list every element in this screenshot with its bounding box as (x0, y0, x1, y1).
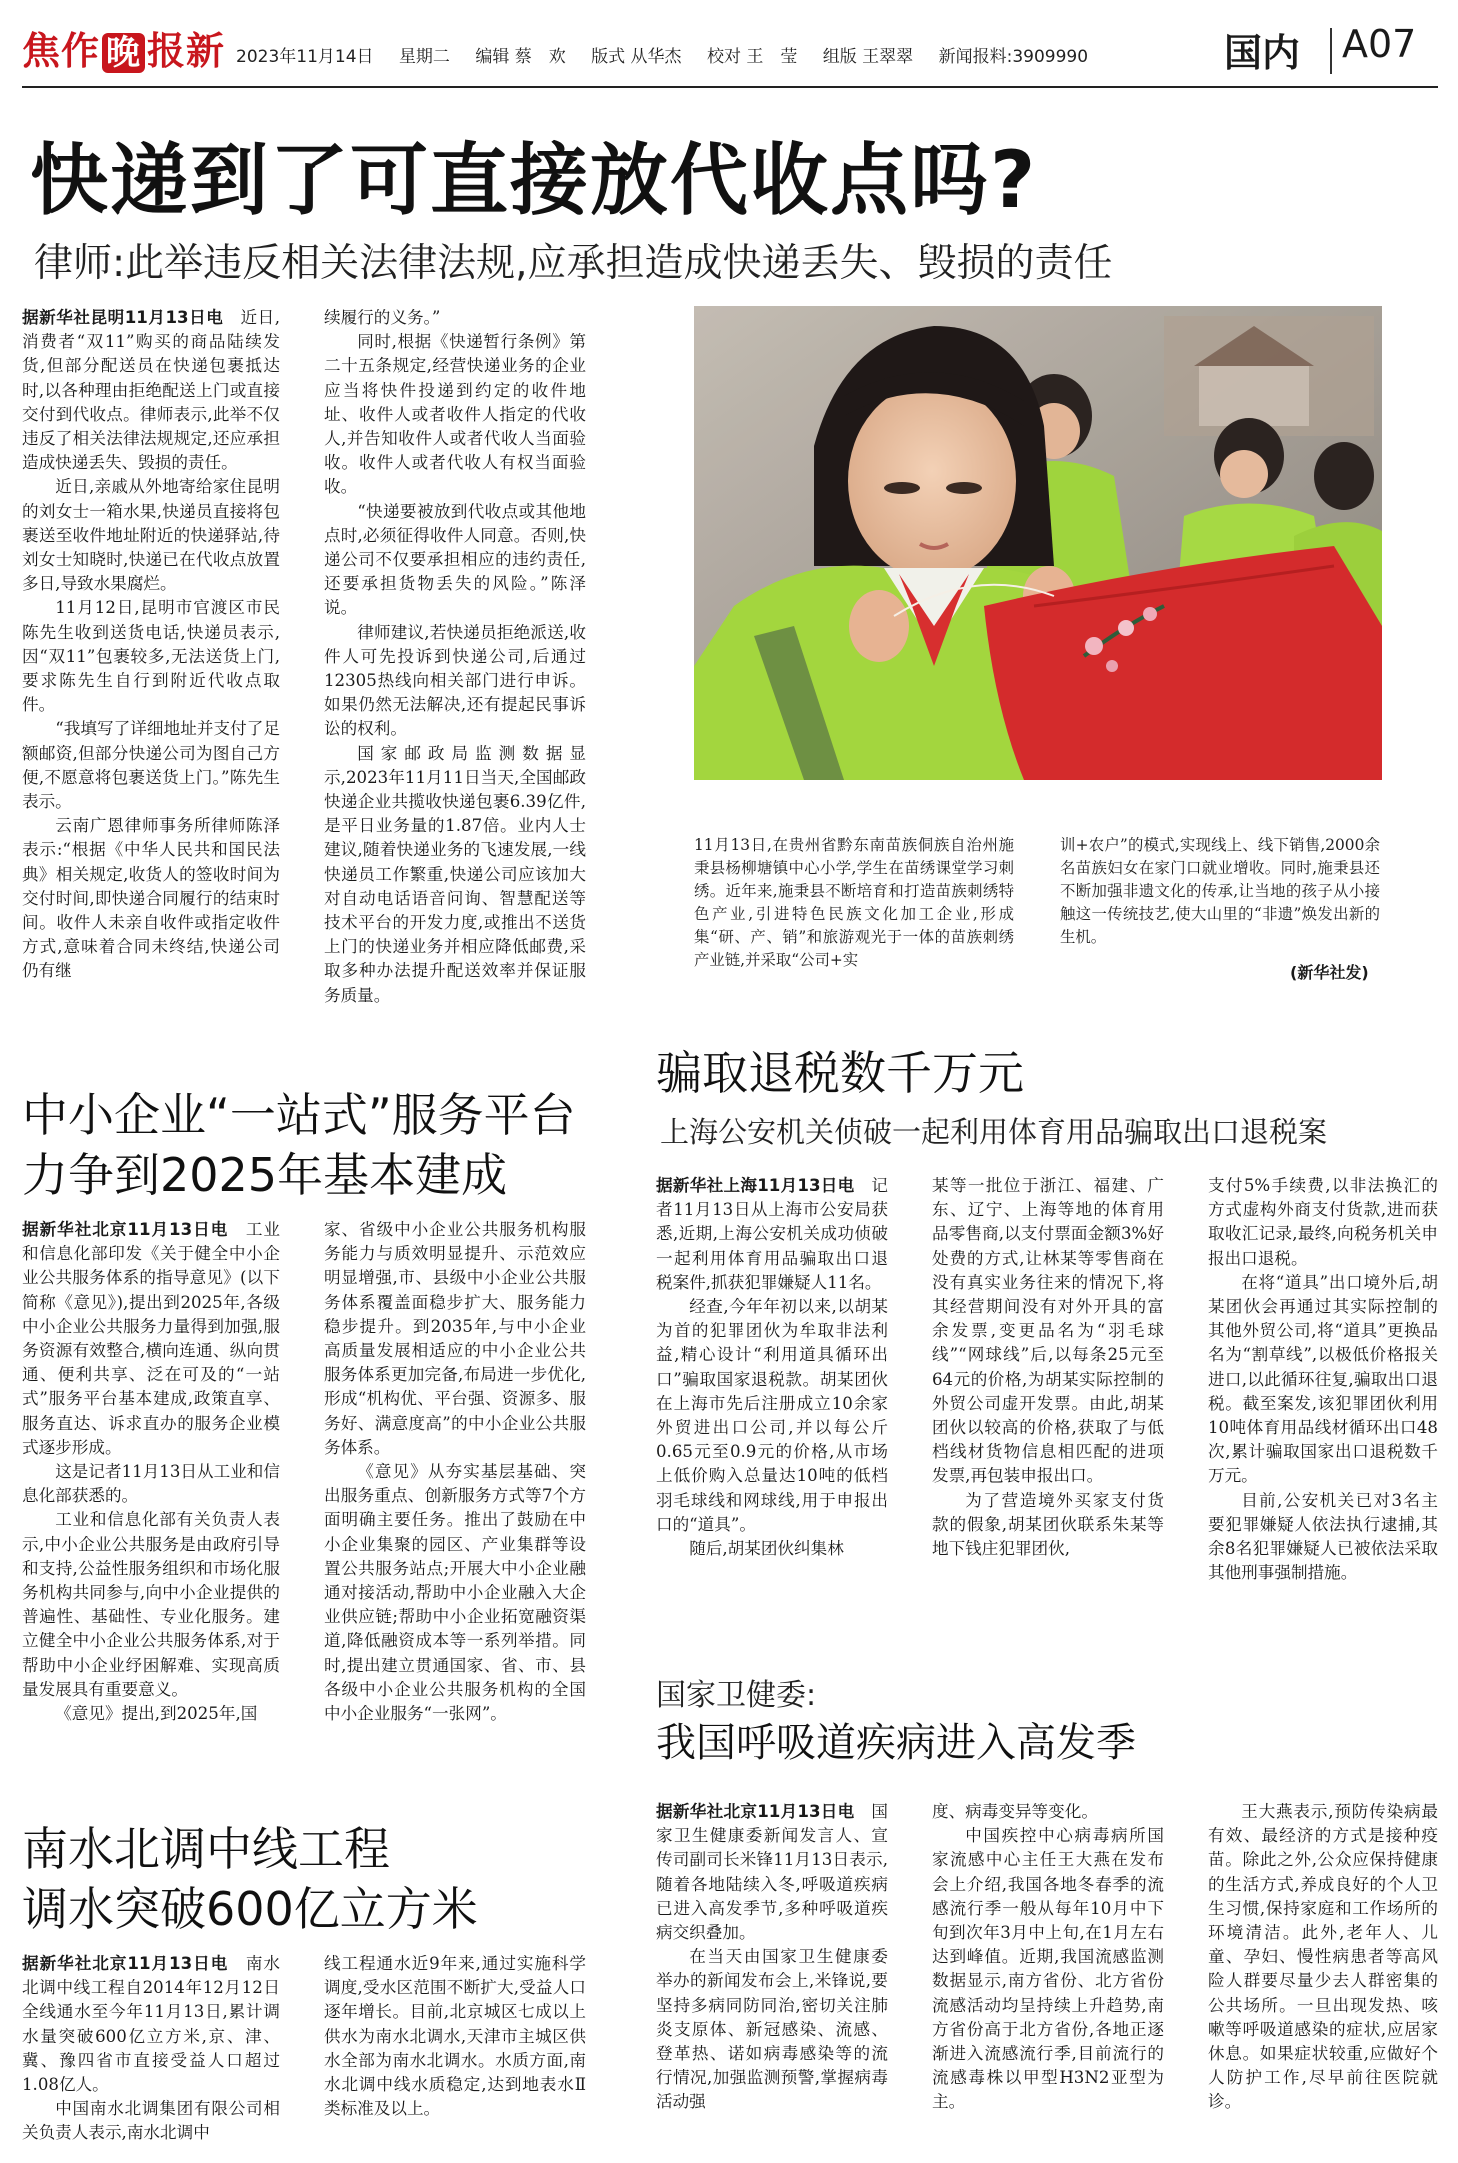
article-paragraph (656, 1800, 888, 1945)
article-paragraph (932, 1824, 1164, 2114)
article-paragraph (22, 814, 280, 983)
paragraph-text: 王大燕表示,预防传染病最有效、最经济的方式是接种疫苗。除此之外,公众应保持健康的生活方式,养成良好的个人卫生习惯,保持家庭和工作场所的环境清洁。此外,老年人、儿童、孕妇、慢性病患者等高风险人群要尽量少去人群密集的公共场所。一旦出现发热、咳嗽等呼吸道感染的症状,应居家休息。如果症状较重,应做好个人防护工作,尽早前往医院就诊。 (1208, 1802, 1438, 2112)
paragraph-text: 为了营造境外买家支付货款的假象,胡某团伙联系朱某等地下钱庄犯罪团伙, (932, 1490, 1164, 1559)
layout-credit: 版式 从华杰 (591, 47, 682, 67)
paragraph-text: 11月12日,昆明市官渡区市民陈先生收到送货电话,快递员表示,因“双11”包裹较多,无法送货上门,要求陈先生自行到附近代收点取件。 (22, 598, 280, 715)
water-headline-line2: 调水突破600亿立方米 (22, 1882, 478, 1936)
paragraph-text: 工业和信息化部印发《关于健全中小企业公共服务体系的指导意见》(以下简称《意见》),提出到2025年,各级中小企业公共服务力量得到加强,服务资源有效整合,横向连通、纵向贯通、便利共享、泛在可及的“一站式”服务平台基本建成,政策直享、服务直达、诉求直办的服务企业模式逐步形成。 (22, 1220, 280, 1457)
dateline: 据新华社北京11月13日电 (22, 1954, 229, 1973)
article-paragraph (22, 475, 280, 596)
article-paragraph (324, 306, 586, 330)
photo-caption-right: 训+农户”的模式,实现线上、线下销售,2000余名苗族妇女在家门口就业增收。同时,施秉县还不断加强非遗文化的传承,让当地的孩子从小接触这一传统技艺,使大山里的“非遗”焕发出新的生机。 (1060, 836, 1380, 946)
sme-column-1 (22, 1218, 280, 1782)
dateline: 据新华社北京11月13日电 (22, 1220, 229, 1239)
paragraph-text: 同时,根据《快递暂行条例》第二十五条规定,经营快递业务的企业应当将快件投递到约定的收件地址、收件人或者收件人指定的代收人,并告知收件人或者代收人当面验收。收件人或者代收人有权当面验收。 (324, 332, 586, 497)
paragraph-text: 记者11月13日从上海市公安局获悉,近期,上海公安机关成功侦破一起利用体育用品骗取出口退税案件,抓获犯罪嫌疑人11名。 (656, 1176, 888, 1292)
article-paragraph (1208, 1174, 1438, 1271)
article-paragraph (656, 1537, 888, 1561)
article-paragraph (324, 742, 586, 1008)
paragraph-text: 中国南水北调集团有限公司相关负责人表示,南水北调中 (22, 2099, 280, 2143)
tax-column-1 (656, 1174, 888, 1630)
article-paragraph (22, 2097, 280, 2145)
paragraph-text: 经查,今年年初以来,以胡某为首的犯罪团伙为牟取非法利益,精心设计“利用道具循环出口”骗取国家退税款。胡某团伙在上海市先后注册成立10余家外贸进出口公司,并以每公斤0.65元至0.9元的价格,从市场上低价购入总量达10吨的低档羽毛球线和网球线,用于申报出口的“道具”。 (656, 1297, 888, 1534)
photo-credit: (新华社发) (1290, 963, 1369, 982)
paragraph-text: 《意见》提出,到2025年,国 (55, 1704, 258, 1724)
proof-credit: 校对 王 莹 (706, 47, 798, 67)
article-paragraph (324, 330, 586, 499)
news-photo (694, 306, 1382, 780)
article-paragraph (932, 1174, 1164, 1489)
newspaper-logo: 焦作 晚 报新 (22, 29, 226, 73)
article-paragraph (1208, 1800, 1438, 2115)
photo-caption-left: 11月13日,在贵州省黔东南苗族侗族自治州施秉县杨柳塘镇中心小学,学生在苗绣课堂学习刺绣。近年来,施秉县不断培育和打造苗族刺绣特色产业,引进特色民族文化加工企业,形成集“研、产、销”和旅游观光于一体的苗族刺绣产业链,并采取“公司+实 (694, 836, 1014, 969)
paragraph-text: 近日,亲戚从外地寄给家住昆明的刘女士一箱水果,快递员直接将包裹送至收件地址附近的快递驿站,待刘女士知晓时,快递已在代收点放置多日,导致水果腐烂。 (22, 477, 280, 594)
article-paragraph (656, 1295, 888, 1537)
article-paragraph (324, 621, 586, 742)
article-paragraph (22, 1460, 280, 1508)
tax-headline: 骗取退税数千万元 (656, 1046, 1024, 1100)
sme-headline-line2: 力争到2025年基本建成 (22, 1148, 508, 1202)
lead-headline: 快递到了可直接放代收点吗? (30, 136, 1038, 226)
article-paragraph (1208, 1489, 1438, 1586)
section-divider (1330, 28, 1332, 74)
article-paragraph (324, 1218, 586, 1460)
news-hotline: 新闻报料:3909990 (938, 47, 1089, 67)
health-column-2 (932, 1800, 1164, 2160)
article-paragraph (22, 717, 280, 814)
issue-date: 2023年11月14日 (236, 47, 374, 67)
paragraph-text: 云南广恩律师事务所律师陈泽表示:“根据《中华人民共和国民法典》相关规定,收货人的签收时间为交付时间,即快递合同履行的结束时间。收件人未亲自收件或指定收件方式,意味着合同未终结,快递公司仍有继 (22, 816, 280, 981)
article-paragraph (22, 1702, 280, 1726)
article-paragraph (932, 1489, 1164, 1562)
paragraph-text: 度、病毒变异等变化。 (932, 1802, 1098, 1821)
page-number: A07 (1342, 22, 1417, 66)
tax-column-2 (932, 1174, 1164, 1630)
paragraph-text: 近日,消费者“双11”购买的商品陆续发货,但部分配送员在快递包裹抵达时,以各种理由拒绝配送上门或直接交付到代收点。律师表示,此举不仅违反了相关法律法规规定,还应承担造成快递丢失、毁损的责任。 (22, 308, 280, 473)
article-paragraph (22, 1218, 280, 1460)
paragraph-text: 律师建议,若快递员拒绝派送,收件人可先投诉到快递公司,后通过12305热线向相关部门进行申诉。如果仍然无法解决,还有提起民事诉讼的权利。 (324, 622, 586, 739)
paragraph-text: 南水北调中线工程自2014年12月12日全线通水至今年11月13日,累计调水量突破600亿立方米,京、津、冀、豫四省市直接受益人口超过1.08亿人。 (22, 1954, 280, 2095)
article-paragraph (22, 306, 280, 475)
issue-meta (236, 42, 1108, 67)
section-label: 国内 (1224, 31, 1301, 75)
water-column-2 (324, 1952, 586, 2160)
paragraph-text: 续履行的义务。” (324, 308, 441, 327)
paragraph-text: 这是记者11月13日从工业和信息化部获悉的。 (22, 1462, 280, 1506)
paragraph-text: 随后,胡某团伙纠集林 (689, 1539, 844, 1559)
lead-column-2 (324, 306, 586, 1052)
paragraph-text: 线工程通水近9年来,通过实施科学调度,受水区范围不断扩大,受益人口逐年增长。目前,北京城区七成以上供水为南水北调水,天津市主城区供水全部为南水北调水。水质方面,南水北调中线水质稳定,达到地表水Ⅱ类标准及以上。 (324, 1954, 586, 2119)
paragraph-text: 目前,公安机关已对3名主要犯罪嫌疑人依法执行逮捕,其余8名犯罪嫌疑人已被依法采取其他刑事强制措施。 (1208, 1490, 1438, 1583)
embroidery-class-photo (694, 306, 1382, 780)
paragraph-text: 中国疾控中心病毒病所国家流感中心主任王大燕在发布会上介绍,我国各地冬春季的流感流行季一般从每年10月中下旬到次年3月中上旬,在1月左右达到峰值。近期,我国流感监测数据显示,南方省份、北方省份流感活动均呈持续上升趋势,南方省份高于北方省份,各地正逐渐进入流感流行季,目前流行的流感毒株以甲型H3N2亚型为主。 (932, 1826, 1164, 2112)
article-paragraph (324, 500, 586, 621)
paragraph-text: “快递要被放到代收点或其他地点时,必须征得收件人同意。否则,快递公司不仅要承担相应的违约责任,还要承担货物丢失的风险。”陈泽说。 (324, 501, 586, 618)
dateline: 据新华社上海11月13日电 (656, 1176, 855, 1195)
article-paragraph (656, 1174, 888, 1295)
paragraph-text: 工业和信息化部有关负责人表示,中小企业公共服务是由政府引导和支持,公益性服务组织和市场化服务机构共同参与,向中小企业提供的普遍性、基础性、专业化服务。建立健全中小企业公共服务体系,对于帮助中小企业纾困解难、实现高质量发展具有重要意义。 (22, 1510, 280, 1699)
article-paragraph (656, 1945, 888, 2114)
dateline: 据新华社昆明11月13日电 (22, 308, 224, 327)
sme-headline-line1: 中小企业“一站式”服务平台 (22, 1088, 576, 1142)
paragraph-text: 《意见》从夯实基层基础、突出服务重点、创新服务方式等7个方面明确主要任务。推出了鼓励在中小企业集聚的园区、产业集群等设置公共服务站点;开展大中小企业融通对接活动,帮助中小企业融入大企业供应链;帮助中小企业拓宽融资渠道,降低融资成本等一系列举措。同时,提出建立贯通国家、省、市、县各级中小企业公共服务机构的全国中小企业服务“一张网”。 (324, 1462, 586, 1724)
article-paragraph (22, 1508, 280, 1702)
issue-weekday: 星期二 (398, 47, 450, 67)
paragraph-text: 支付5%手续费,以非法换汇的方式虚构外商支付货款,进而获取收汇记录,最终,向税务机关申报出口退税。 (1208, 1176, 1438, 1268)
dateline: 据新华社北京11月13日电 (656, 1802, 855, 1821)
lead-subheadline: 律师:此举违反相关法律法规,应承担造成快递丢失、毁损的责任 (34, 241, 1113, 286)
masthead-rule (22, 86, 1438, 88)
article-paragraph (324, 1460, 586, 1726)
tax-column-3 (1208, 1174, 1438, 1630)
paragraph-text: 在将“道具”出口境外后,胡某团伙会再通过其实际控制的其他外贸公司,将“道具”更换品名为“割草线”,以极低价格报关进口,以此循环往复,骗取出口退税。截至案发,该犯罪团伙利用10吨体育用品线材循环出口48次,累计骗取国家出口退税数千万元。 (1208, 1272, 1438, 1486)
health-column-3 (1208, 1800, 1438, 2160)
editor-credit: 编辑 蔡 欢 (475, 47, 566, 67)
health-kicker: 国家卫健委: (656, 1678, 817, 1713)
article-paragraph (932, 1800, 1164, 1824)
article-paragraph (22, 1952, 280, 2097)
paragraph-text: 某等一批位于浙江、福建、广东、辽宁、上海等地的体育用品零售商,以支付票面金额3%好处费的方式,让林某等零售商在没有真实业务往来的情况下,将其经营期间没有对外开具的富余发票,变更品名为“羽毛球线”“网球线”后,以每条25元至64元的价格,为胡某实际控制的外贸公司虚开发票。由此,胡某团伙以较高的价格,获取了与低档线材货物信息相匹配的进项发票,再包装申报出口。 (932, 1176, 1164, 1486)
paragraph-text: 国家邮政局监测数据显示,2023年11月11日当天,全国邮政快递企业共揽收快递包裹6.39亿件,是平日业务量的1.87倍。业内人士建议,随着快递业务的飞速发展,一线快递员工作繁重,快递公司应该加大对自动电话语音问询、智慧配送等技术平台的开发力度,或推出不送货上门的快递业务并相应降低邮费,采取多种办法提升配送效率并保证服务质量。 (324, 743, 586, 1005)
water-headline-line1: 南水北调中线工程 (22, 1822, 390, 1876)
paragraph-text: 国家卫生健康委新闻发言人、宣传司副司长米锋11月13日表示,随着各地陆续入冬,呼吸道疾病已进入高发季节,多种呼吸道疾病交织叠加。 (656, 1802, 888, 1943)
masthead (0, 0, 1458, 92)
health-headline: 我国呼吸道疾病进入高发季 (656, 1720, 1136, 1766)
paragraph-text: “我填写了详细地址并支付了足额邮资,但部分快递公司为图自己方便,不愿意将包裹送货上门。”陈先生表示。 (22, 719, 280, 812)
article-paragraph (22, 596, 280, 717)
paragraph-text: 家、省级中小企业公共服务机构服务能力与质效明显提升、示范效应明显增强,市、县级中小企业公共服务体系覆盖面稳步扩大、服务能力稳步提升。到2035年,与中小企业高质量发展相适应的中小企业公共服务体系更加完备,布局进一步优化,形成“机构优、平台强、资源多、服务好、满意度高”的中小企业公共服务体系。 (324, 1220, 586, 1457)
water-column-1 (22, 1952, 280, 2160)
article-paragraph (324, 1952, 586, 2121)
tax-subheadline: 上海公安机关侦破一起利用体育用品骗取出口退税案 (660, 1115, 1328, 1149)
paragraph-text: 在当天由国家卫生健康委举办的新闻发布会上,米锋说,要坚持多病同防同治,密切关注肺炎支原体、新冠感染、流感、登革热、诺如病毒感染等的流行情况,加强监测预警,掌握病毒活动强 (656, 1947, 888, 2112)
lead-column-1 (22, 306, 280, 1052)
health-column-1 (656, 1800, 888, 2160)
article-paragraph (1208, 1271, 1438, 1489)
sme-column-2 (324, 1218, 586, 1782)
compose-credit: 组版 王翠翠 (822, 47, 914, 67)
